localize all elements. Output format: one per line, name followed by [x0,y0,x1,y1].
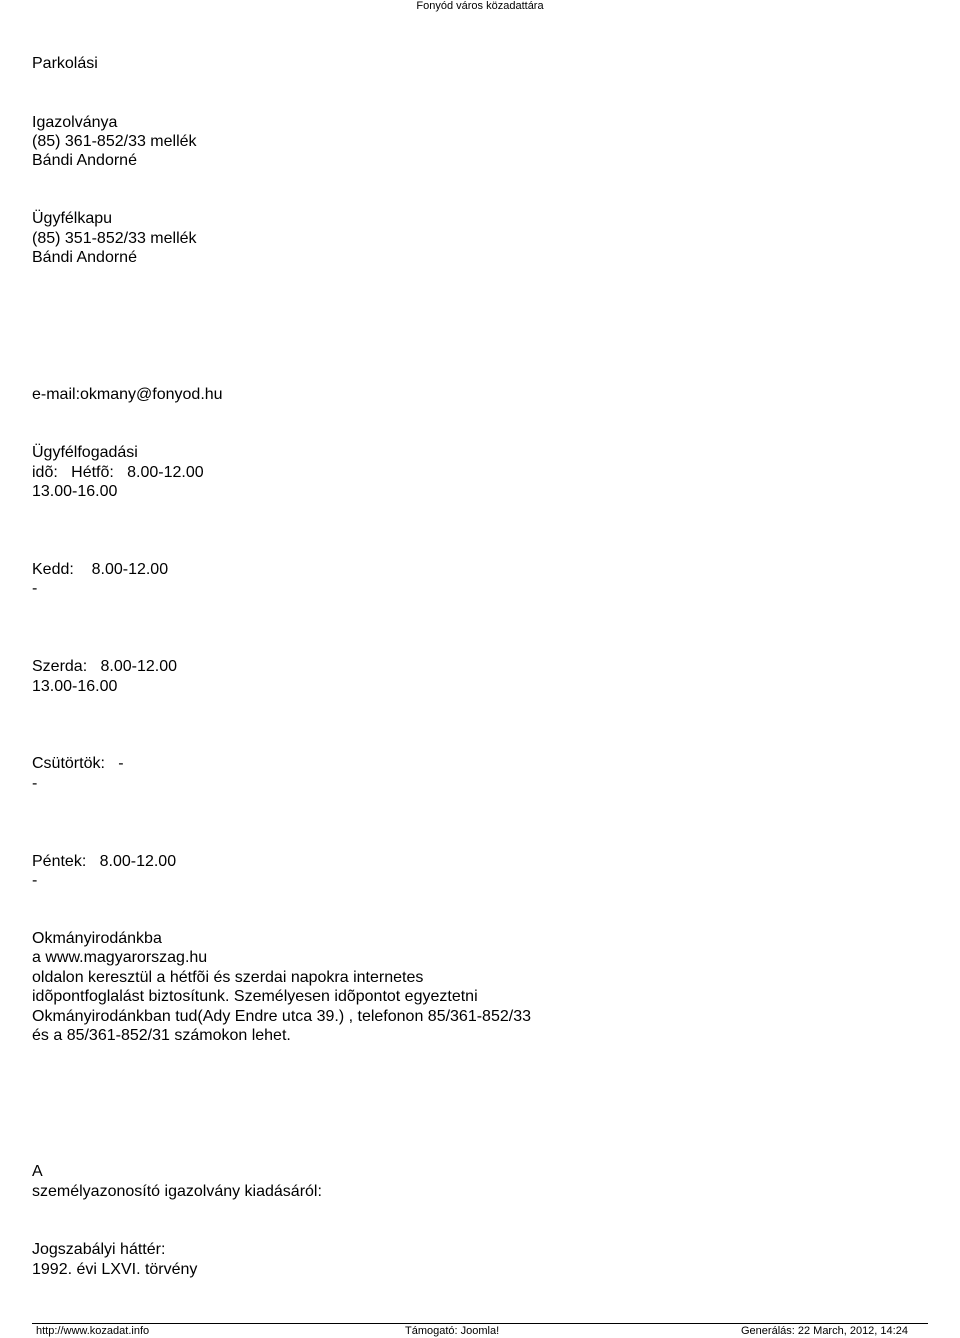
page-header: Fonyód város közadattára [416,0,544,12]
text-line-thursday: Csütörtök: - [32,755,124,772]
text-line-phone-1: (85) 361-852/33 mellék [32,133,197,150]
text-line-permit: Igazolványa [32,114,118,131]
footer-link-kozadat[interactable]: http://www.kozadat.info [36,1325,150,1337]
text-line-friday: Péntek: 8.00-12.00 [32,853,177,870]
text-line-booking-1: oldalon keresztül a hétfõi és szerdai napokra internetes [32,969,424,986]
text-line-wednesday: Szerda: 8.00-12.00 [32,658,177,675]
text-line-booking-2: idõpontfoglalást biztosítunk. Személyesen idõpontot egyeztetni [32,988,478,1005]
text-line-id-card: személyazonosító igazolvány kiadásáról: [32,1183,322,1200]
footer-generated: Generálás: 22 March, 2012, 14:24 [741,1325,908,1337]
text-line-monday: idõ: Hétfõ: 8.00-12.00 [32,464,204,481]
text-line-tuesday: Kedd: 8.00-12.00 [32,561,169,578]
text-line-phone-2: (85) 351-852/33 mellék [32,230,197,247]
footer-sponsor: Támogató: Joomla! [405,1325,500,1337]
text-line-contact-1: Bándi Andorné [32,152,137,169]
text-line-tuesday-pm: - [32,580,38,597]
text-line-legal-background: Jogszabályi háttér: [32,1241,166,1258]
text-line-contact-2: Bándi Andorné [32,249,137,266]
text-line-email: e-mail:okmany@fonyod.hu [32,386,223,403]
text-line-reception: Ügyfélfogadási [32,444,138,461]
footer-divider [32,1323,928,1324]
text-line-parking: Parkolási [32,55,98,72]
text-line-friday-pm: - [32,872,38,889]
text-line-website: a www.magyarorszag.hu [32,949,208,966]
text-line-monday-pm: 13.00-16.00 [32,483,118,500]
text-line-booking-4: és a 85/361-852/31 számokon lehet. [32,1027,291,1044]
text-line-booking-3: Okmányirodánkban tud(Ady Endre utca 39.) , telefonon 85/361-852/33 [32,1008,531,1025]
text-line-wednesday-pm: 13.00-16.00 [32,678,118,695]
text-line-thursday-pm: - [32,775,38,792]
text-line-client-gate: Ügyfélkapu [32,210,113,227]
text-line-law: 1992. évi LXVI. törvény [32,1261,198,1278]
text-line-office: Okmányirodánkba [32,930,162,947]
text-line-a: A [32,1163,43,1180]
